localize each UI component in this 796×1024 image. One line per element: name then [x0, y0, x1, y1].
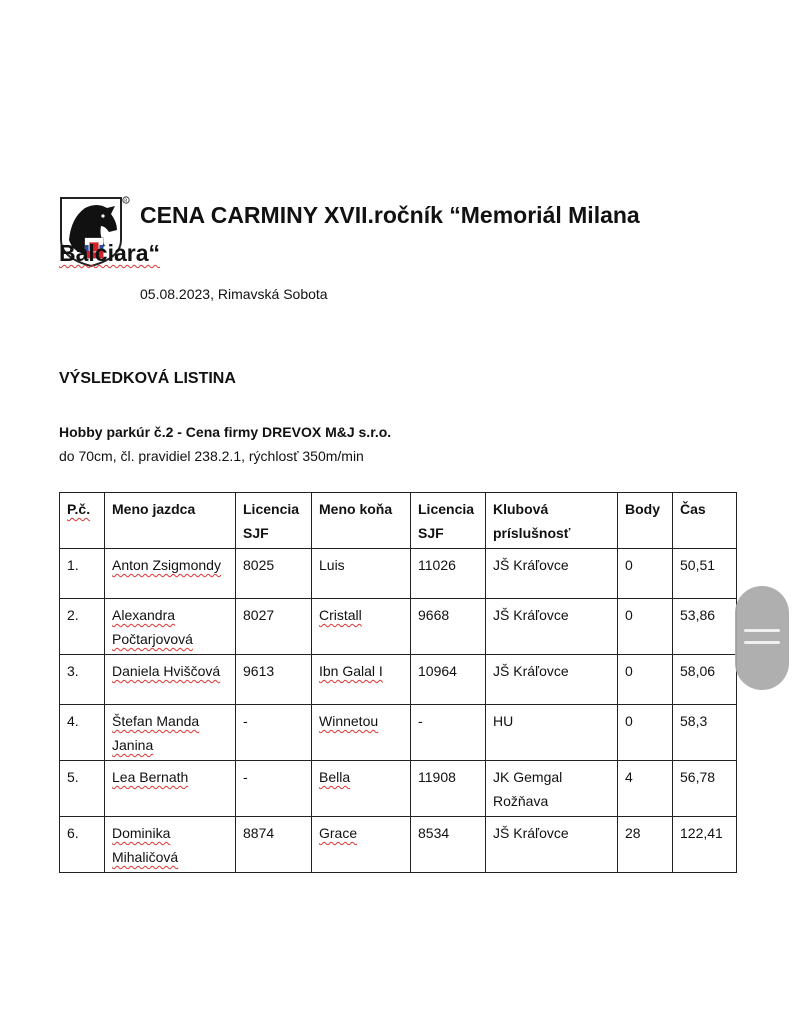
cell-horse	[312, 817, 411, 873]
col-header-points: Body	[618, 493, 673, 549]
cell-horse-license: 11908	[411, 761, 486, 817]
cell-club: JŠ Kráľovce	[486, 599, 618, 655]
cell-number: 4.	[60, 705, 105, 761]
cell-rider	[105, 817, 236, 873]
col-header-rider: Meno jazdca	[105, 493, 236, 549]
cell-rider	[105, 599, 236, 655]
cell-club: JK Gemgal Rožňava	[486, 761, 618, 817]
cell-club: JŠ Kráľovce	[486, 549, 618, 599]
cell-number: 1.	[60, 549, 105, 599]
cell-horse-license: 9668	[411, 599, 486, 655]
cell-time: 58,3	[673, 705, 737, 761]
rider-name: Dominika Mihaličová	[112, 825, 179, 865]
cell-horse	[312, 761, 411, 817]
table-row	[60, 599, 737, 655]
horse-name: Cristall	[319, 607, 362, 623]
horse-name: Grace	[319, 825, 358, 841]
section-title: VÝSLEDKOVÁ LISTINA	[59, 370, 236, 387]
cell-rider	[105, 549, 236, 599]
cell-points: 0	[618, 655, 673, 705]
cell-horse	[312, 705, 411, 761]
document-title-line-2: Balciara“	[59, 240, 161, 266]
table-row	[60, 761, 737, 817]
cell-number: 5.	[60, 761, 105, 817]
rider-name: Štefan Manda Janina	[112, 713, 200, 753]
cell-horse-license: 8534	[411, 817, 486, 873]
rider-name: Lea Bernath	[112, 769, 189, 785]
cell-horse	[312, 655, 411, 705]
cell-points: 4	[618, 761, 673, 817]
col-header-club: Klubová príslušnosť	[486, 493, 618, 549]
horse-name: Bella	[319, 769, 351, 785]
rider-name: Alexandra Počtarjovová	[112, 607, 193, 647]
svg-text:R: R	[124, 198, 128, 204]
date-place: 05.08.2023, Rimavská Sobota	[140, 286, 328, 302]
cell-points: 28	[618, 817, 673, 873]
event-subtitle: do 70cm, čl. pravidiel 238.2.1, rýchlosť 350m/min	[59, 448, 364, 464]
rider-name: Anton Zsigmondy	[112, 557, 221, 573]
table-row	[60, 705, 737, 761]
table-row	[60, 655, 737, 705]
cell-number: 2.	[60, 599, 105, 655]
cell-rider	[105, 761, 236, 817]
cell-club: HU	[486, 705, 618, 761]
event-title: Hobby parkúr č.2 - Cena firmy DREVOX M&J s.r.o.	[59, 424, 392, 440]
cell-horse-license: -	[411, 705, 486, 761]
cell-time: 50,51	[673, 549, 737, 599]
cell-rider	[105, 655, 236, 705]
col-header-horse-license: Licencia SJF	[411, 493, 486, 549]
table-row	[60, 549, 737, 599]
col-header-horse: Meno koňa	[312, 493, 411, 549]
scroll-handle-icon[interactable]	[735, 586, 789, 690]
cell-time: 58,06	[673, 655, 737, 705]
cell-rider-license: 8025	[236, 549, 312, 599]
cell-horse	[312, 599, 411, 655]
cell-time: 53,86	[673, 599, 737, 655]
horse-name: Ibn Galal I	[319, 663, 383, 679]
col-header-time: Čas	[673, 493, 737, 549]
cell-points: 0	[618, 705, 673, 761]
cell-rider-license: -	[236, 705, 312, 761]
col-header-number: P.č.	[60, 493, 105, 549]
cell-number: 3.	[60, 655, 105, 705]
horse-name: Winnetou	[319, 713, 379, 729]
scroll-handle-grip-line	[744, 629, 780, 632]
rider-name: Daniela Hviščová	[112, 663, 221, 679]
cell-club: JŠ Kráľovce	[486, 655, 618, 705]
cell-horse-license: 10964	[411, 655, 486, 705]
table-header-row	[60, 493, 737, 549]
cell-horse-license: 11026	[411, 549, 486, 599]
cell-rider	[105, 705, 236, 761]
cell-rider-license: 8874	[236, 817, 312, 873]
cell-rider-license: -	[236, 761, 312, 817]
cell-rider-license: 8027	[236, 599, 312, 655]
cell-points: 0	[618, 599, 673, 655]
results-table	[59, 492, 737, 873]
document-title-line-1: CENA CARMINY XVII.ročník “Memoriál Milana	[140, 202, 640, 228]
cell-points: 0	[618, 549, 673, 599]
scroll-handle-grip-line	[744, 641, 780, 644]
col-header-rider-license: Licencia SJF	[236, 493, 312, 549]
cell-horse: Luis	[312, 549, 411, 599]
table-row	[60, 817, 737, 873]
cell-rider-license: 9613	[236, 655, 312, 705]
cell-time: 122,41	[673, 817, 737, 873]
cell-number: 6.	[60, 817, 105, 873]
cell-time: 56,78	[673, 761, 737, 817]
cell-club: JŠ Kráľovce	[486, 817, 618, 873]
